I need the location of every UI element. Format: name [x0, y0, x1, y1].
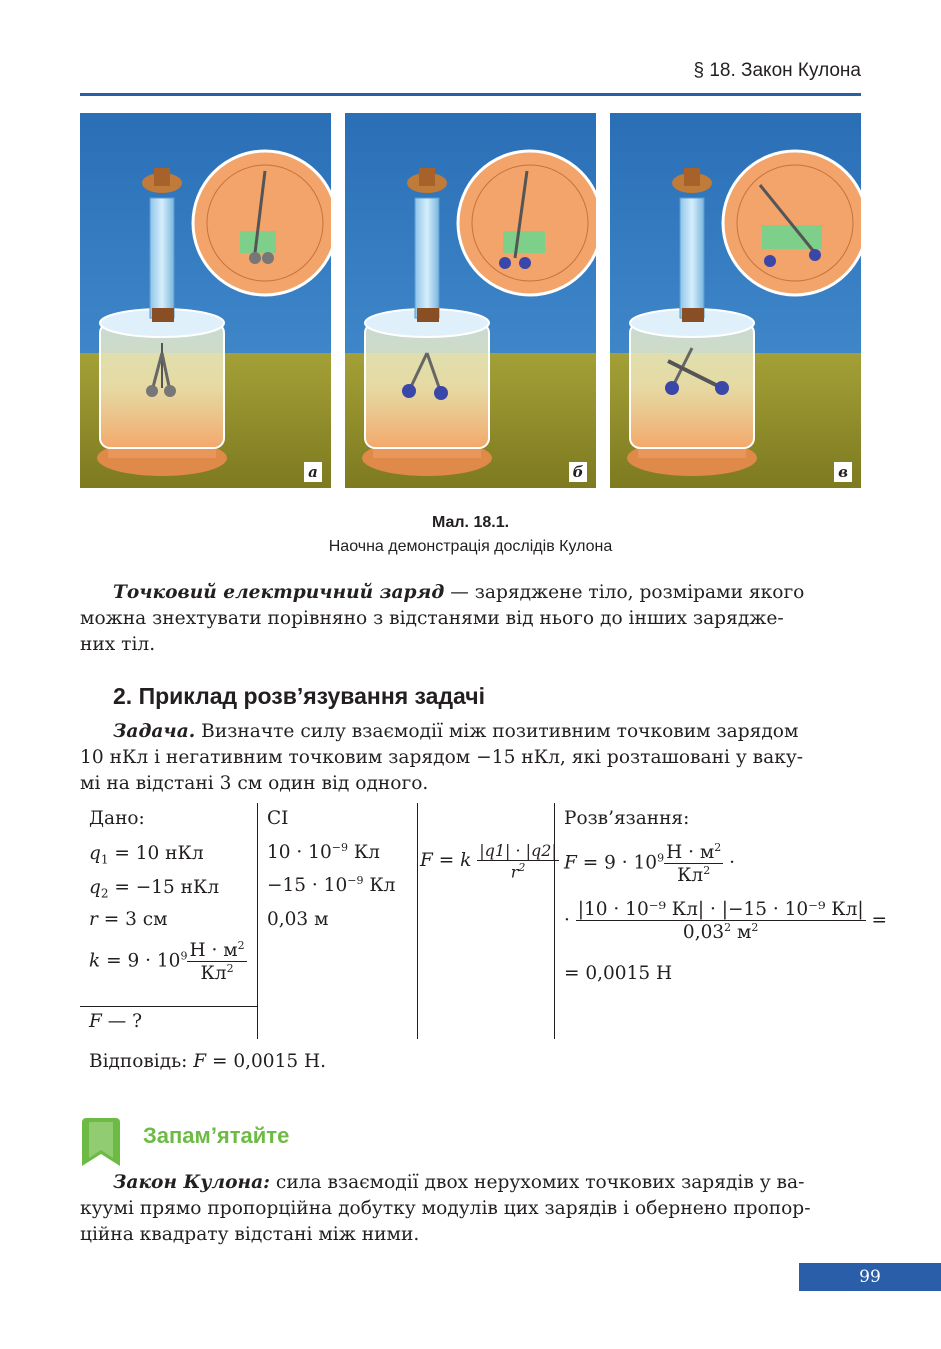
solution-line-3: = 0,0015 Н — [564, 963, 673, 984]
si-header: СІ — [267, 808, 289, 829]
task-lead: Задача. — [113, 721, 196, 742]
answer-line: Відповідь: F = 0,0015 Н. — [89, 1051, 327, 1072]
running-header: § 18. Закон Кулона — [693, 60, 861, 81]
si-q1: $10 \cdot 10^{-9}$ Кл — [267, 841, 380, 864]
table-divider — [554, 803, 555, 1039]
given-k: $k = 9 \cdot 10^9$ $\frac{Н \cdot м^2}{Кл^2}$ — [89, 939, 245, 985]
given-q2: $q_2 = -15$ нКл — [89, 877, 220, 901]
find-quantity: F — ? — [89, 1011, 143, 1032]
table-divider — [417, 803, 418, 1039]
figure-panel-b — [345, 113, 596, 488]
panel-label-v: в — [834, 462, 852, 482]
given-r: r = 3 см — [89, 909, 168, 930]
torsion-balance-illustration — [610, 113, 861, 488]
task-paragraph: Задача. Визначте силу взаємодії між позитивним точковим зарядом 10 нКл і негативним точковим зарядом −15 нКл, які розташовані у ваку- мі на відстані 3 см один від одного. — [80, 721, 804, 794]
coulomb-law-lead: Закон Кулона: — [113, 1172, 270, 1193]
definition-lead: Точковий електричний заряд — [113, 582, 445, 603]
table-divider — [257, 803, 258, 1039]
si-r: 0,03 м — [267, 909, 329, 930]
solution-line-2: · $\frac{\text{|10 · 10⁻⁹ Кл| · |−15 · 10⁻⁹ Кл|}}{0,03^2 м^2}$ = — [564, 899, 887, 944]
page-number: 99 — [799, 1263, 941, 1291]
solution-line-1: $F = 9 \cdot 10^9$ $\frac{Н \cdot м^2}{Кл^2}$ · — [564, 841, 735, 887]
torsion-balance-illustration — [345, 113, 596, 488]
definition-paragraph: Точковий електричний заряд — заряджене тіло, розмірами якого можна знехтувати порівняно з відстанями від нього до інших зарядже- них тіл. — [80, 582, 805, 655]
si-q2: $-15 \cdot 10^{-9}$ Кл — [267, 874, 396, 897]
given-q1: $q_1 = 10$ нКл — [89, 843, 204, 867]
header-rule — [80, 93, 861, 96]
figure-caption-title: Мал. 18.1. — [431, 514, 510, 531]
remember-title: Запам’ятайте — [143, 1123, 290, 1148]
figure-panel-v — [610, 113, 861, 488]
table-divider — [80, 1006, 257, 1007]
bookmark-icon — [80, 1116, 122, 1168]
panel-label-b: б — [569, 462, 587, 482]
torsion-balance-illustration — [80, 113, 331, 488]
figure-caption-text: Наочна демонстрація дослідів Кулона — [328, 538, 613, 555]
given-header: Дано: — [89, 808, 145, 829]
panel-label-a: а — [304, 462, 322, 482]
coulomb-law-paragraph: Закон Кулона: сила взаємодії двох нерухомих точкових зарядів у ва- куумі прямо пропорційна добутку модулів цих зарядів і обернено пропор- ційна квадрату відстані між ними. — [80, 1172, 811, 1245]
section-heading: 2. Приклад розв’язування задачі — [113, 683, 486, 709]
figure-panel-a — [80, 113, 331, 488]
solution-header: Розв’язання: — [564, 808, 690, 829]
solution-table — [80, 803, 887, 1039]
coulomb-formula: F = k $\frac{|q1| \cdot |q2|}{r^2}$ — [420, 841, 557, 882]
